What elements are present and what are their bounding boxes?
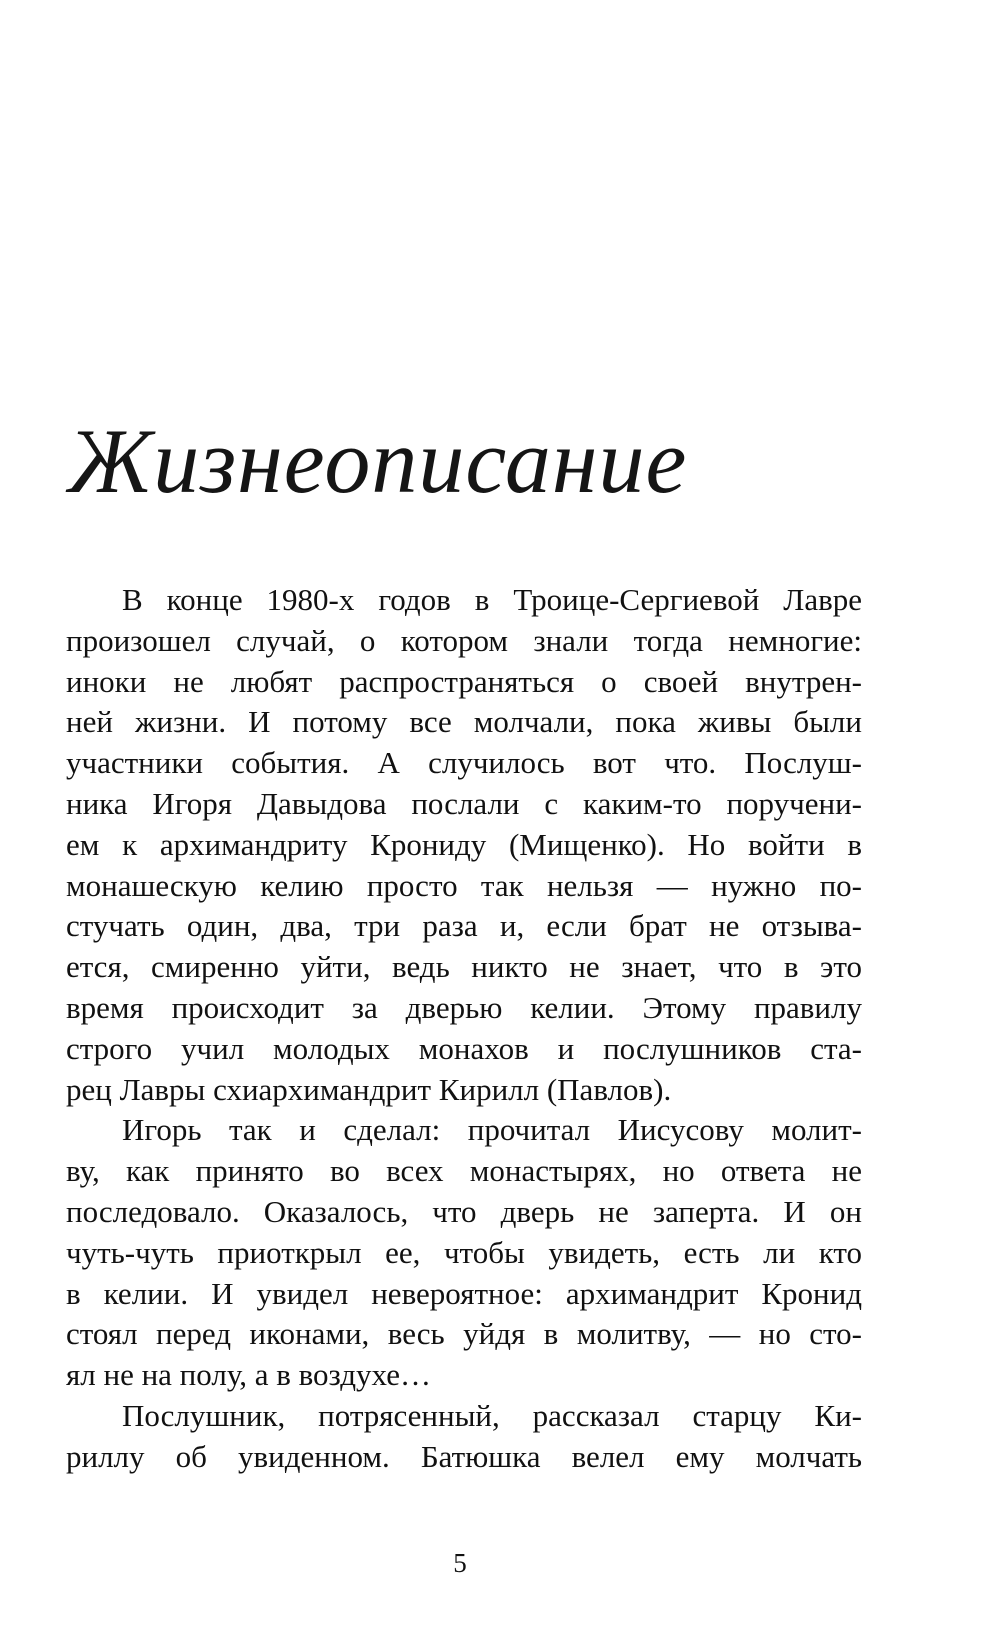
text-line: риллу об увиденном. Батюшка велел ему молчать <box>66 1438 862 1474</box>
text-line: иноки не любят распространяться о своей внутрен- <box>66 663 862 699</box>
text-line: стоял перед иконами, весь уйдя в молитву, — но сто- <box>66 1316 862 1352</box>
text-line: время происходит за дверью келии. Этому правилу <box>66 989 862 1025</box>
text-line: ется, смиренно уйти, ведь никто не знает, что в это <box>66 949 862 985</box>
text-line: рец Лавры схиархимандрит Кирилл (Павлов). <box>66 1071 672 1107</box>
text-line: ника Игоря Давыдова послали с каким-то поручени- <box>66 785 862 821</box>
text-line: Послушник, потрясенный, рассказал старцу Ки- <box>122 1397 862 1433</box>
text-line: в келии. И увидел невероятное: архимандрит Кронид <box>66 1275 862 1311</box>
text-line: Игорь так и сделал: прочитал Иисусову молит- <box>122 1112 862 1148</box>
body-text <box>66 580 862 1478</box>
page-number: 5 <box>453 1548 467 1578</box>
chapter-heading: Жизнеописание <box>68 410 688 512</box>
text-line: В конце 1980-х годов в Троице-Сергиевой Лавре <box>122 582 862 617</box>
text-line: ем к архимандриту Крониду (Мищенко). Но войти в <box>66 826 862 862</box>
text-line: произошел случай, о котором знали тогда немногие: <box>66 622 862 658</box>
text-line: ву, как принято во всех монастырях, но ответа не <box>66 1153 862 1189</box>
text-line: стучать один, два, три раза и, если брат не отзыва- <box>66 908 862 944</box>
text-line: монашескую келию просто так нельзя — нужно по- <box>66 867 862 903</box>
text-line: последовало. Оказалось, что дверь не заперта. И он <box>66 1193 862 1229</box>
text-line: ял не на полу, а в воздухе… <box>66 1357 431 1393</box>
text-line: чуть-чуть приоткрыл ее, чтобы увидеть, есть ли кто <box>66 1234 862 1270</box>
text-line: участники события. А случилось вот что. Послуш- <box>66 745 862 781</box>
text-line: строго учил молодых монахов и послушников ста- <box>66 1030 862 1066</box>
text-line: ней жизни. И потому все молчали, пока живы были <box>66 704 862 740</box>
